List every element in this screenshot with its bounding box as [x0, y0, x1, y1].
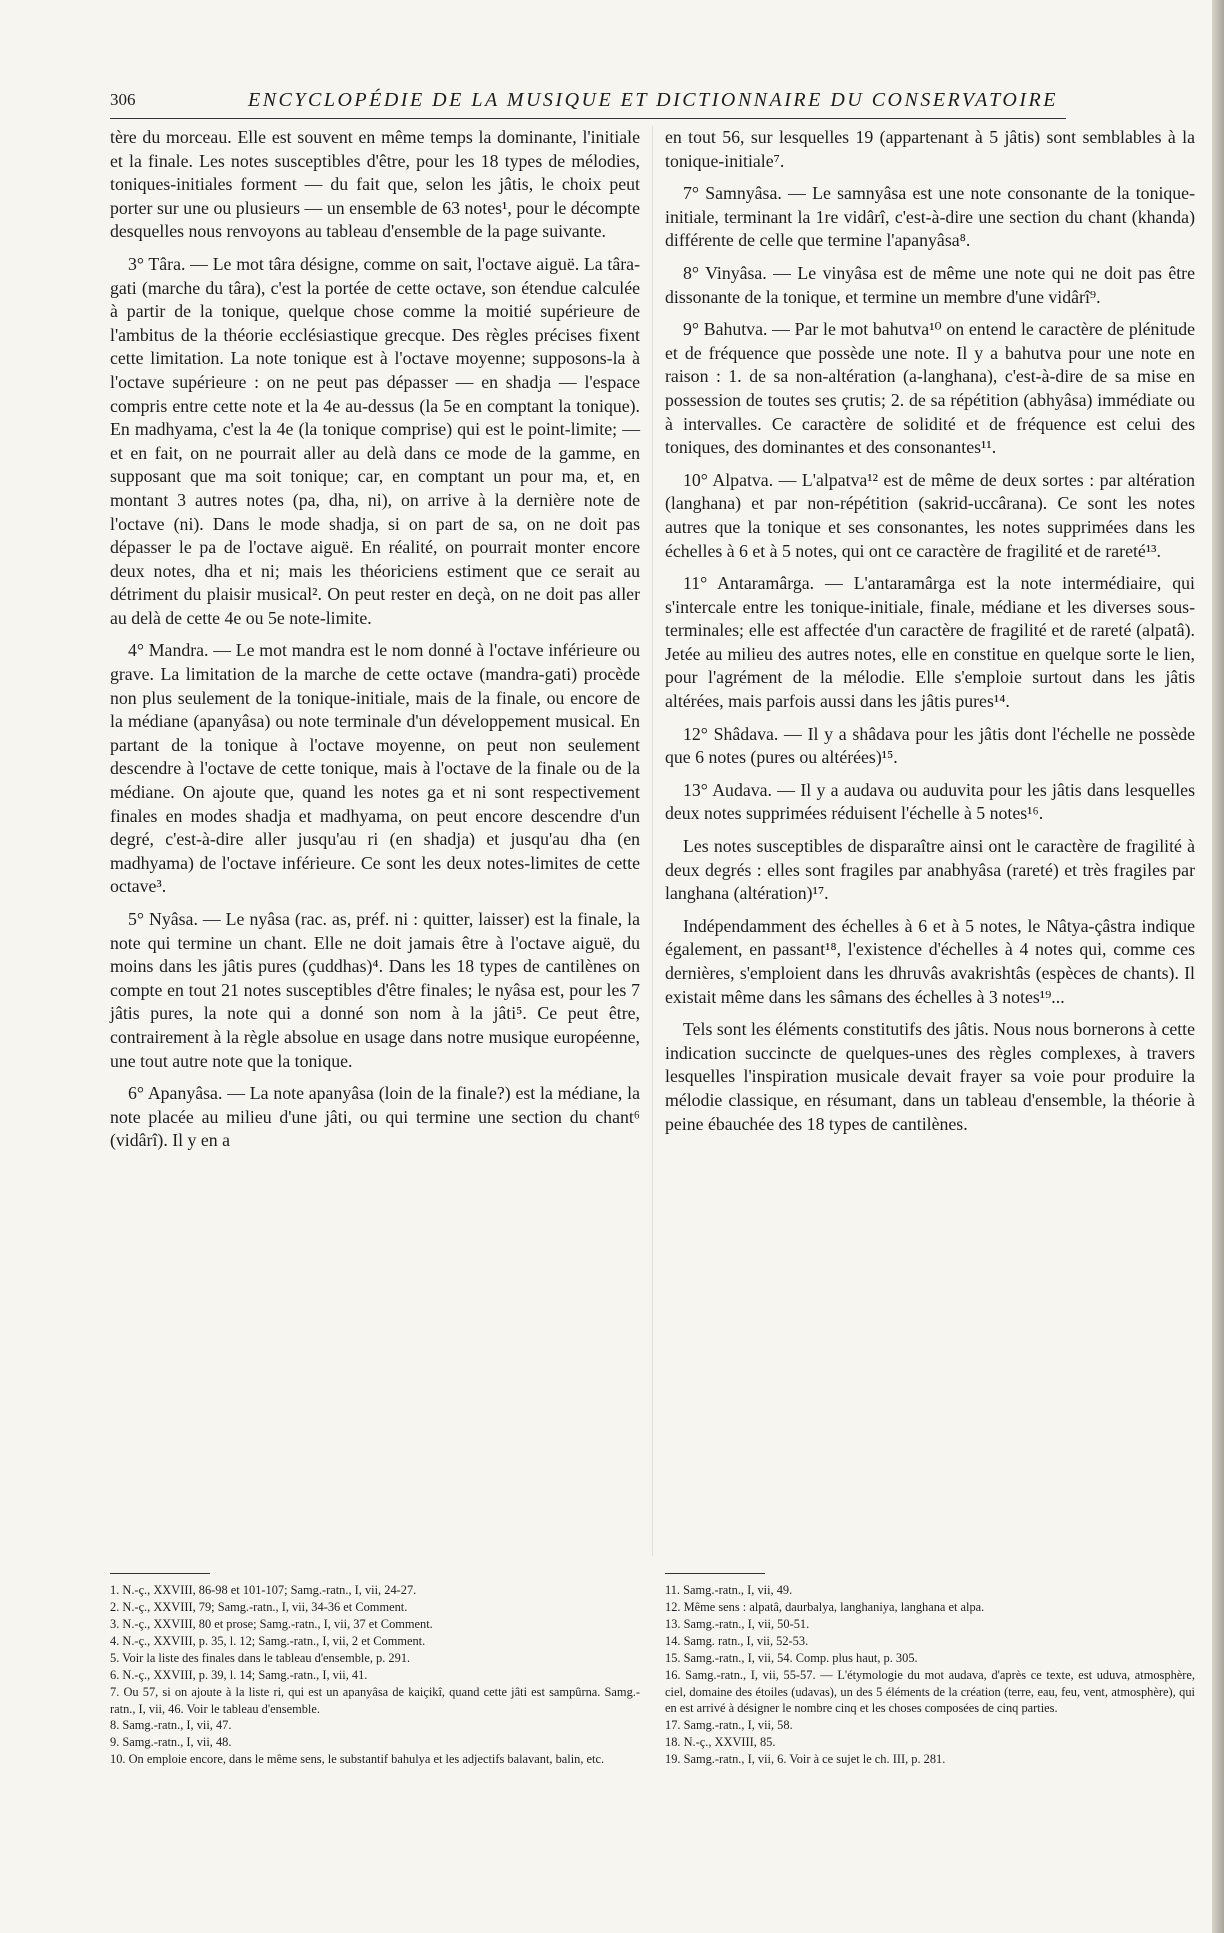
- paragraph: 12° Shâdava. — Il y a shâdava pour les jâtis dont l'échelle ne possède que 6 notes (pures ou altérées)¹⁵.: [665, 723, 1195, 768]
- footnote: 9. Samg.-ratn., I, vii, 48.: [110, 1735, 232, 1750]
- running-title: ENCYCLOPÉDIE DE LA MUSIQUE ET DICTIONNAIRE DU CONSERVATOIRE: [248, 89, 1058, 111]
- paragraph: Les notes susceptibles de disparaître ainsi ont le caractère de fragilité à deux degrés : elles sont fragiles par anabhyâsa (rareté) et très fragiles par langhana (altération)¹⁷.: [665, 836, 1195, 904]
- footnote: 12. Même sens : alpatâ, daurbalya, langhaniya, langhana et alpa.: [665, 1599, 985, 1614]
- footnote: 13. Samg.-ratn., I, vii, 50-51.: [665, 1616, 810, 1631]
- paragraph: 3° Târa. — Le mot târa désigne, comme on sait, l'octave aiguë. La târa-gati (marche du târa), c'est la portée de cette octave, son étendue calculée à partir de la tonique, quelque chose comme la moitié supérieure de l'ambitus de la théorie ecclésiastique grecque. Des règles précises fixent cette limitation. La note tonique est à l'octave moyenne; supposons-la à l'octave supérieure : on ne peut pas dépasser — en shadja — l'espace compris entre cette note et la 4e au-dessus (la 5e en comptant la tonique). En madhyama, c'est la 4e (la tonique comprise) qui est le point-limite; — et en fait, on ne pourrait aller au delà dans ce mode de la gamme, en supposant que ma soit tonique; car, en comptant un pour ma, et, en montant 3 autres notes (pa, dha, ni), on arrive à la dernière note de l'octave (ni). Dans le mode shadja, si on part de sa, on ne doit pas dépasser le pa de l'octave aiguë. En réalité, on pourrait monter encore deux notes, dha et ni; mais les théoriciens estiment que ce serait au détriment du plaisir musical². On peut rester en deçà, on ne doit pas aller au delà de cette 4e ou 5e note-limite.: [110, 253, 640, 628]
- paragraph: 5° Nyâsa. — Le nyâsa (rac. as, préf. ni : quitter, laisser) est la finale, la note qui termine un chant. Elle ne doit jamais être à l'octave aiguë, du moins dans les jâtis pures (çuddhas)⁴. Dans les 18 types de cantilènes on compte en tout 21 notes susceptibles d'être finales; le nyâsa est, pour les 7 jâtis pures, la note qui a donné son nom à la jâti⁵. Ce peut être, contrairement à la règle absolue en usage dans notre musique européenne, une tout autre note que la tonique.: [110, 909, 640, 1071]
- paragraph: 7° Samnyâsa. — Le samnyâsa est une note consonante de la tonique-initiale, terminant la 1re vidârî, c'est-à-dire une section du chant (khanda) différente de celle que termine l'apanyâsa⁸.: [665, 183, 1195, 251]
- paragraph: 6° Apanyâsa. — La note apanyâsa (loin de la finale?) est la médiane, la note placée au milieu d'une jâti, ou qui termine une section du chant⁶ (vidârî). Il y en a: [110, 1083, 640, 1151]
- footnote: 17. Samg.-ratn., I, vii, 58.: [665, 1718, 793, 1733]
- footnote: 4. N.-ç., XXVIII, p. 35, l. 12; Samg.-ratn., I, vii, 2 et Comment.: [110, 1633, 426, 1648]
- footnotes-right: [665, 1582, 1195, 1768]
- footnote: 8. Samg.-ratn., I, vii, 47.: [110, 1718, 232, 1733]
- paragraph: 4° Mandra. — Le mot mandra est le nom donné à l'octave inférieure ou grave. La limitation de la marche de cette octave (mandra-gati) procède non plus seulement de la tonique-initiale, mais de la finale, ou encore de la médiane (apanyâsa) ou note terminale d'un développement musical. En partant de la tonique à l'octave moyenne, on peut non seulement descendre à l'octave de cette tonique, mais à l'octave de la finale ou de la médiane. On ajoute que, quand les notes ga et ni sont respectivement finales en modes shadja et madhyama, on peut encore descendre d'un degré, c'est-à-dire aller jusqu'au ri (en shadja) et jusqu'au dha (en madhyama) de l'octave inférieure. Ce sont les deux notes-limites de cette octave³.: [110, 640, 640, 897]
- footnote: 18. N.-ç., XXVIII, 85.: [665, 1735, 776, 1750]
- footnote: 19. Samg.-ratn., I, vii, 6. Voir à ce sujet le ch. III, p. 281.: [665, 1752, 946, 1767]
- footnote: 5. Voir la liste des finales dans le tableau d'ensemble, p. 291.: [110, 1650, 411, 1665]
- footnote: 7. Ou 57, si on ajoute à la liste ri, qui est un apanyâsa de kaiçikî, quand cette jâti est sampûrna. Samg.-ratn., I, vii, 46. Voir le tableau d'ensemble.: [110, 1684, 640, 1716]
- left-column: [110, 126, 640, 1153]
- running-head: [110, 90, 1066, 118]
- footnote: 15. Samg.-ratn., I, vii, 54. Comp. plus haut, p. 305.: [665, 1650, 918, 1665]
- footnote: 11. Samg.-ratn., I, vii, 49.: [665, 1583, 793, 1597]
- paragraph: 8° Vinyâsa. — Le vinyâsa est de même une note qui ne doit pas être dissonante de la tonique, et termine un membre d'une vidârî⁹.: [665, 262, 1195, 307]
- footnote-rule-left: [110, 1573, 210, 1574]
- right-column: [665, 126, 1195, 1136]
- footnote: 2. N.-ç., XXVIII, 79; Samg.-ratn., I, vii, 34-36 et Comment.: [110, 1599, 408, 1614]
- footnote: 14. Samg. ratn., I, vii, 52-53.: [665, 1633, 809, 1648]
- paragraph: 10° Alpatva. — L'alpatva¹² est de même de deux sortes : par altération (langhana) et par non-répétition (sakrid-uccârana). Ce sont les notes autres que la tonique et ses consonantes, les notes supprimées dans les échelles à 6 et à 5 notes, qui ont ce caractère de fragilité et de rareté¹³.: [665, 469, 1195, 561]
- paragraph: Tels sont les éléments constitutifs des jâtis. Nous nous bornerons à cette indication succincte de quelques-unes des règles complexes, à travers lesquelles l'inspiration musicale devait frayer sa voie pour produire la mélodie classique, en résumant, dans un tableau d'ensemble, la théorie à peine ébauchée des 18 types de cantilènes.: [665, 1019, 1195, 1134]
- page-edge-shadow: [1212, 0, 1224, 1933]
- paragraph: 9° Bahutva. — Par le mot bahutva¹⁰ on entend le caractère de plénitude et de fréquence que possède une note. Il y a bahutva pour une note en raison : 1. de sa non-altération (a-langhana), c'est-à-dire de sa mise en possession de toutes ses çrutis; 2. de sa répétition (abhyâsa) immédiate ou à intervalles. Ce caractère de solidité et de fréquence est celui des toniques, des dominantes et des consonantes¹¹.: [665, 319, 1195, 458]
- column-divider: [652, 126, 653, 1556]
- paragraph: Indépendamment des échelles à 6 et à 5 notes, le Nâtya-çâstra indique également, en passant¹⁸, l'existence d'échelles à 4 notes qui, comme ces dernières, s'emploient dans les dhruvâs avakrishtâs (espèces de chants). Il existait même dans les sâmans des échelles à 3 notes¹⁹...: [665, 915, 1195, 1007]
- paragraph: en tout 56, sur lesquelles 19 (appartenant à 5 jâtis) sont semblables à la tonique-initiale⁷.: [665, 127, 1195, 171]
- footnotes-left: [110, 1582, 640, 1768]
- footnote: 6. N.-ç., XXVIII, p. 39, l. 14; Samg.-ratn., I, vii, 41.: [110, 1667, 368, 1682]
- page-number: 306: [110, 90, 136, 109]
- header-rule: [110, 118, 1066, 119]
- paragraph: 11° Antaramârga. — L'antaramârga est la note intermédiaire, qui s'intercale entre les tonique-initiale, finale, médiane et les diverses sous-terminales; elle est affectée d'un caractère de fragilité et de rareté (alpatâ). Jetée au milieu des autres notes, elle en constitue en quelque sorte le lien, pour l'agrément de la mélodie. Elle s'emploie surtout dans les jâtis altérées, mais parfois aussi dans les jâtis pures¹⁴.: [665, 573, 1195, 712]
- footnote: 16. Samg.-ratn., I, vii, 55-57. — L'étymologie du mot audava, d'après ce texte, est uduva, atmosphère, ciel, domaine des étoiles (udavas), un des 5 éléments de la création (terre, eau, feu, vent, atmosphère), qui en est arrivé à désigner le nombre cinq et les choses composées de cinq parties.: [665, 1667, 1195, 1716]
- paragraph: tère du morceau. Elle est souvent en même temps la dominante, l'initiale et la finale. Les notes susceptibles d'être, pour les 18 types de mélodies, toniques-initiales forment — du fait que, selon les jâtis, le choix peut porter sur une ou plusieurs — un ensemble de 63 notes¹, pour le décompte desquelles nous renvoyons au tableau d'ensemble de la page suivante.: [110, 127, 640, 242]
- footnote: 1. N.-ç., XXVIII, 86-98 et 101-107; Samg.-ratn., I, vii, 24-27.: [110, 1583, 417, 1597]
- paragraph: 13° Audava. — Il y a audava ou auduvita pour les jâtis dans lesquelles deux notes supprimées réduisent l'échelle à 5 notes¹⁶.: [665, 779, 1195, 824]
- footnote: 3. N.-ç., XXVIII, 80 et prose; Samg.-ratn., I, vii, 37 et Comment.: [110, 1616, 433, 1631]
- footnote: 10. On emploie encore, dans le même sens, le substantif bahulya et les adjectifs balavant, balin, etc.: [110, 1752, 605, 1767]
- footnote-rule-right: [665, 1573, 765, 1574]
